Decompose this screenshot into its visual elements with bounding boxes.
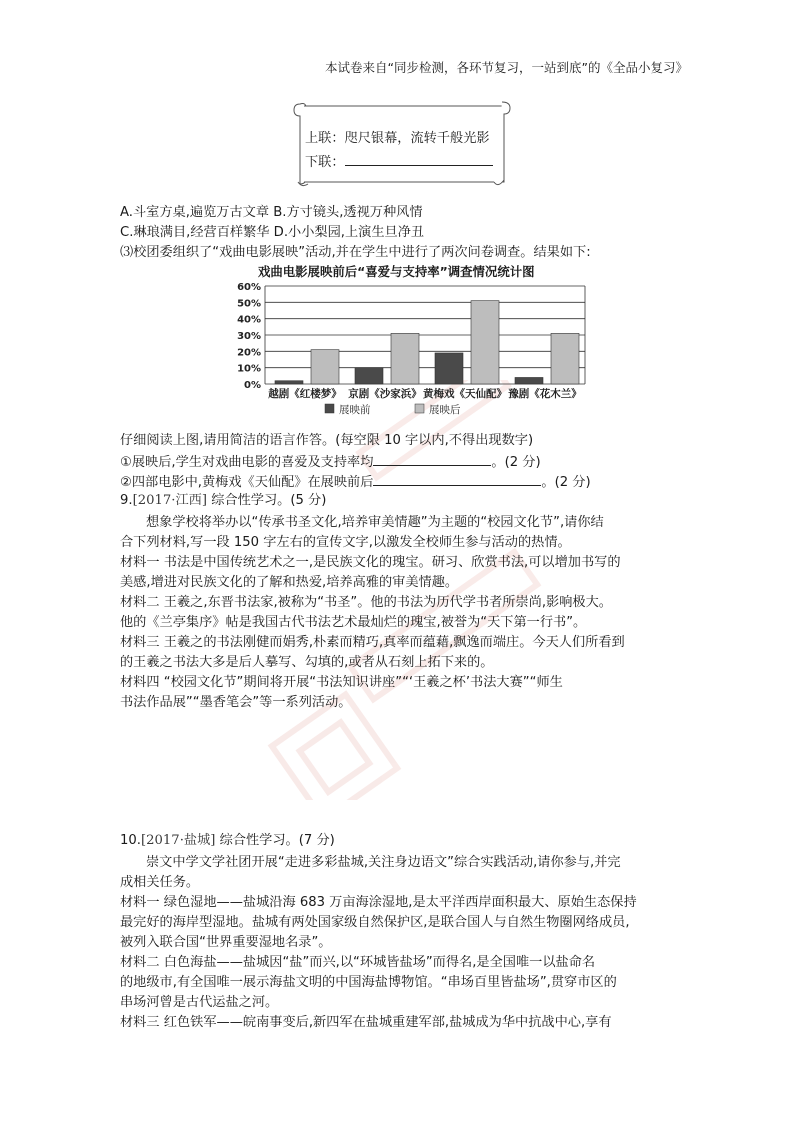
y-tick-label: 20%	[237, 347, 261, 359]
bar-after	[471, 301, 499, 384]
x-tick-label: 京剧《沙家浜》	[348, 388, 422, 400]
x-tick-label: 黄梅戏《天仙配》	[423, 388, 507, 400]
bar-before	[515, 377, 543, 384]
q10-material-1a: 材料一 绿色湿地——盐城沿海 683 万亩海涂湿地,是太平洋西岸面积最大、原始生态保持	[120, 895, 637, 910]
q10-source: [2017·盐城]	[140, 833, 216, 848]
lower-couplet-label: 下联：	[305, 155, 345, 170]
q9-material-4a: 材料四 “校园文化节”期间将开展“书法知识讲座”“‘王羲之杯’书法大赛”“师生	[120, 675, 563, 690]
q9-title: 综合性学习。(5 分)	[207, 493, 327, 508]
y-tick-label: 10%	[237, 363, 261, 375]
y-tick-label: 60%	[237, 282, 261, 293]
q10-intro-2: 成相关任务。	[120, 875, 200, 890]
legend-swatch	[325, 404, 334, 413]
q3-item-2-text: ②四部电影中,黄梅戏《天仙配》在展映前后	[120, 475, 374, 490]
bar-after	[311, 350, 339, 384]
lower-couplet-blank	[345, 151, 493, 166]
q10-material-3a: 材料三 红色铁军——皖南事变后,新四军在盐城重建军部,盐城成为华中抗战中心,享有	[120, 1015, 612, 1030]
q9-material-2b: 他的《兰亭集序》帖是我国古代书法艺术最灿烂的瑰宝,被誉为“天下第一行书”。	[120, 615, 587, 630]
q9-intro-2: 合下列材料,写一段 150 字左右的宣传文字,以激发全校师生参与活动的热情。	[120, 535, 571, 550]
page-header: 本试卷来自“同步检测，各环节复习，一站到底”的《全品小复习》	[325, 60, 688, 75]
q10-material-1c: 被列入联合国“世界重要湿地名录”。	[120, 935, 332, 950]
options-row-1: A.斗室方桌,遍览万古文章 B.方寸镜头,透视万种风情	[120, 205, 423, 220]
q9-heading	[120, 491, 326, 511]
q3-item-1-text: ①展映后,学生对戏曲电影的喜爱及支持率均	[120, 455, 374, 470]
y-tick-label: 50%	[237, 298, 261, 310]
q3-item-2-score: 。(2 分)	[541, 475, 591, 490]
legend-label: 展映前	[339, 404, 371, 416]
q10-intro-1: 崇文中学文学社团开展“走进多彩盐城,关注身边语文”综合实践活动,请你参与,并完	[146, 855, 621, 870]
bar-before	[355, 368, 383, 384]
q9-material-1a: 材料一 书法是中国传统艺术之一,是民族文化的瑰宝。研习、欣赏书法,可以增加书写的	[120, 555, 621, 570]
bar-after	[391, 333, 419, 384]
q9-material-2a: 材料二 王羲之,东晋书法家,被称为“书圣”。他的书法为历代学书者所崇尚,影响极大。	[120, 595, 612, 610]
q9-intro-1: 想象学校将举办以“传承书圣文化,培养审美情趣”为主题的“校园文化节”,请你结	[146, 515, 604, 530]
q10-title: 综合性学习。(7 分)	[215, 833, 335, 848]
q10-material-2a: 材料二 白色海盐——盐城因“盐”而兴,以“环城皆盐场”而得名,是全国唯一以盐命名	[120, 955, 596, 970]
chart-title: 戏曲电影展映前后“喜爱与支持率”调查情况统计图	[258, 264, 535, 279]
y-tick-label: 0%	[244, 380, 261, 391]
q3-item-1	[120, 451, 541, 473]
upper-couplet: 上联：咫尺银幕，流转千般光影	[305, 131, 490, 146]
q9-source: [2017·江西]	[132, 493, 208, 508]
x-tick-label: 豫剧《花木兰》	[508, 388, 582, 400]
bar-before	[435, 353, 463, 384]
q9-material-4b: 书法作品展”“墨香笔会”等一系列活动。	[120, 695, 352, 710]
y-tick-label: 30%	[237, 331, 261, 342]
bar-after	[551, 333, 579, 384]
y-tick-label: 40%	[237, 314, 261, 326]
options-row-2: C.琳琅满目,经营百样繁华 D.小小梨园,上演生旦净丑	[120, 225, 425, 240]
q9-material-1b: 美感,增进对民族文化的了解和热爱,培养高雅的审美情趣。	[120, 575, 459, 590]
legend-swatch	[415, 404, 424, 413]
x-tick-label: 越剧《红楼梦》	[268, 388, 342, 400]
q3-item-2	[120, 471, 591, 493]
lower-couplet	[305, 151, 493, 170]
answer-blank-1	[373, 451, 491, 466]
q3-item-1-score: 。(2 分)	[491, 455, 541, 470]
q3-instruction: 仔细阅读上图,请用简洁的语言作答。(每空限 10 字以内,不得出现数字)	[120, 433, 534, 448]
bar-before	[275, 381, 303, 384]
q10-heading	[120, 831, 335, 851]
q9-number: 9.	[120, 493, 133, 508]
q9-material-3b: 的王羲之书法大多是后人摹写、勾填的,或者从石刻上拓下来的。	[120, 655, 494, 670]
q10-material-2b: 的地级市,有全国唯一展示海盐文明的中国海盐博物馆。“串场百里皆盐场”,贯穿市区的	[120, 975, 617, 990]
q10-material-1b: 最完好的海岸型湿地。盐城有两处国家级自然保护区,是联合国人与自然生物圈网络成员,	[120, 915, 630, 930]
q10-number: 10.	[120, 833, 141, 848]
q9-material-3a: 材料三 王羲之的书法刚健而娟秀,朴素而精巧,真率而蕴藉,飘逸而端庄。今天人们所看到	[120, 635, 625, 650]
q10-material-2c: 串场河曾是古代运盐之河。	[120, 995, 279, 1010]
legend-label: 展映后	[429, 404, 461, 416]
answer-blank-2	[373, 471, 541, 486]
q3-intro: ⑶校团委组织了“戏曲电影展映”活动,并在学生中进行了两次问卷调查。结果如下:	[120, 245, 591, 260]
bar-chart	[225, 278, 605, 418]
